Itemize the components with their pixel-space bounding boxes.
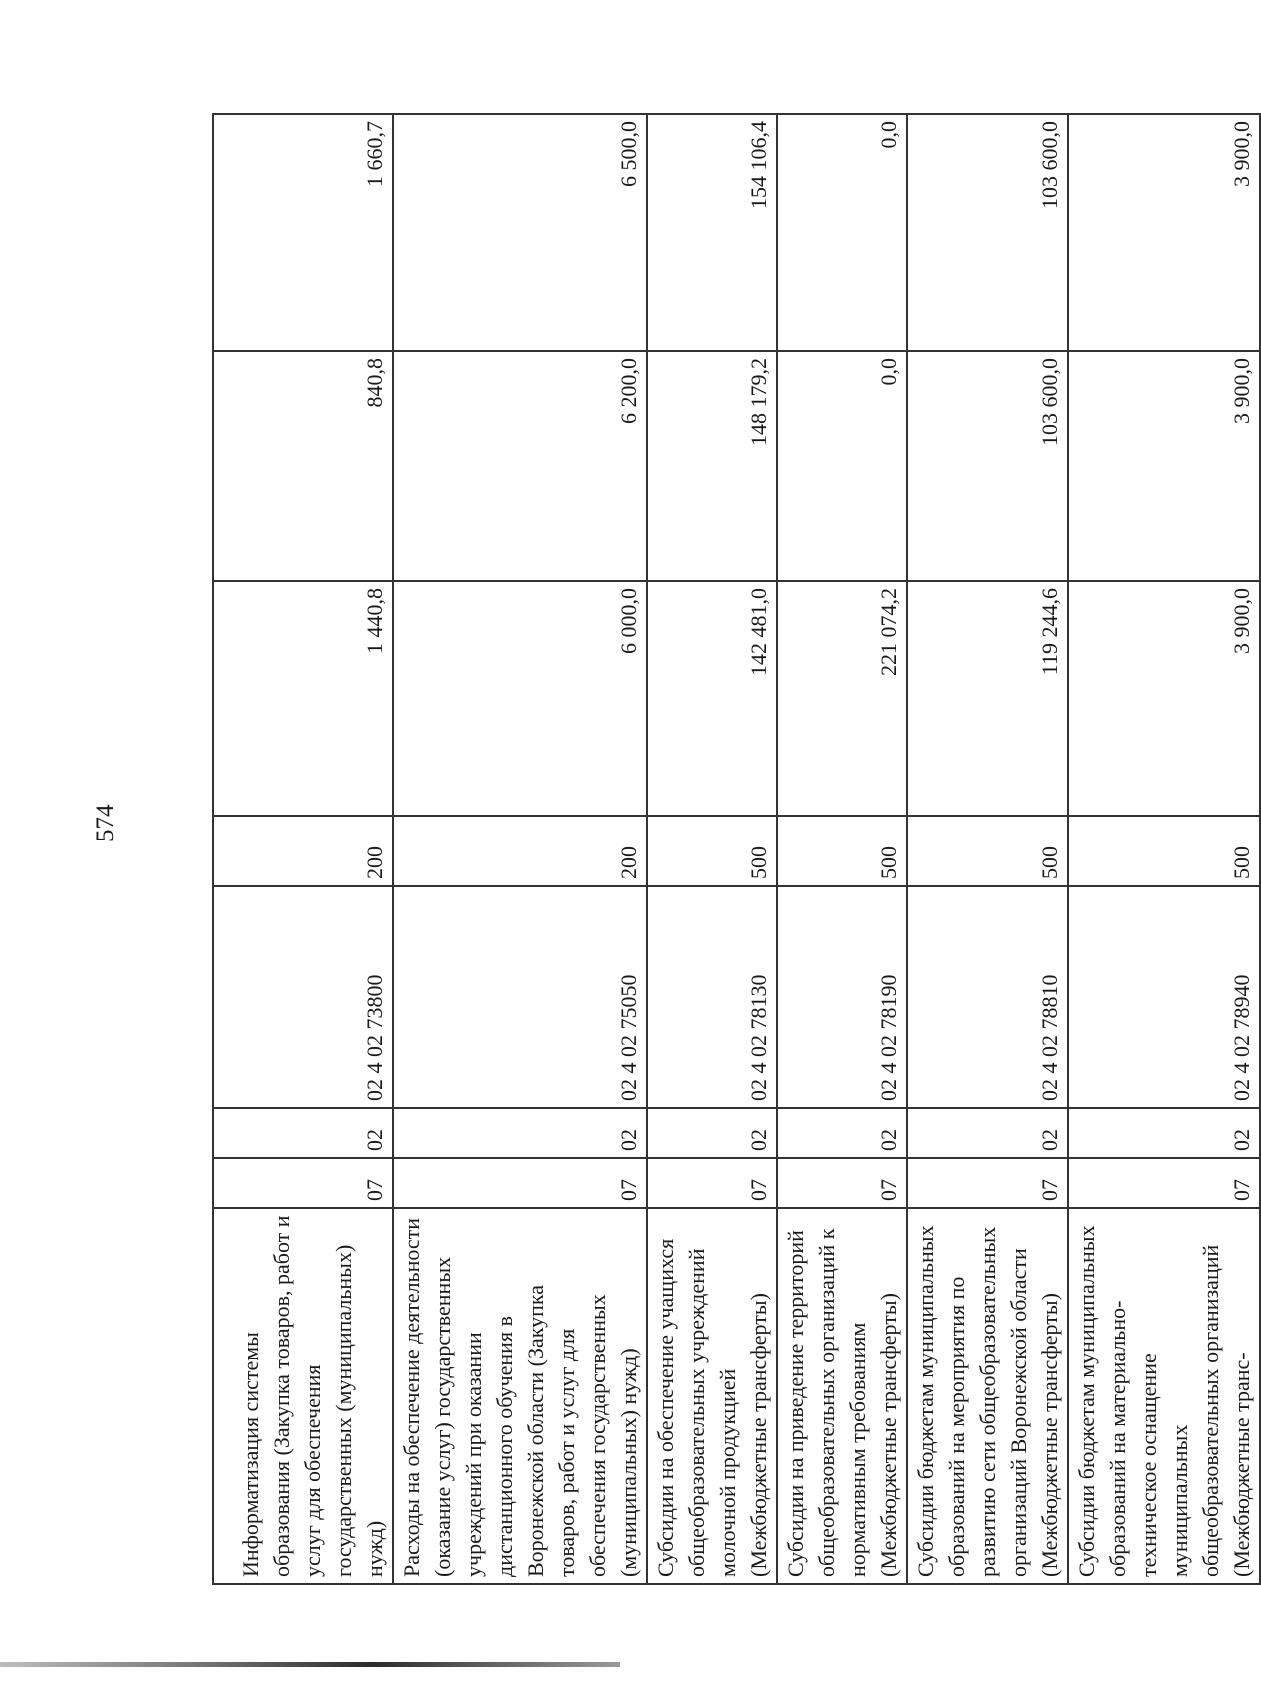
amount-cell-3: 6 500,0 — [393, 114, 647, 351]
row-name-cell: Субсидии бюджетам муниципальных образований на материально-техническое оснащение муниципальных общеобразовательных организаций (Межбюджетные транс- — [1068, 1208, 1260, 1584]
vr-cell: 500 — [647, 816, 777, 886]
row-name-cell: Субсидии на обеспечение учащихся общеобразовательных учреждений молочной продукцией (Межбюджетные трансферты) — [647, 1208, 777, 1584]
pr-cell: 02 — [647, 1108, 777, 1158]
rz-cell: 07 — [647, 1158, 777, 1208]
rz-cell: 07 — [213, 1158, 393, 1208]
amount-cell-1: 1 440,8 — [213, 581, 393, 816]
pr-cell: 02 — [1068, 1108, 1260, 1158]
amount-cell-3: 154 106,4 — [647, 114, 777, 351]
amount-cell-3: 1 660,7 — [213, 114, 393, 351]
row-name-cell: Расходы на обеспечение деятельности (оказание услуг) государственных учреждений при оказании дистанционного обучения в Воронежской области (Закупка товаров, работ и услуг для обеспечения государственных (муниципальных) нужд) — [393, 1208, 647, 1584]
rotated-table-wrapper — [212, 115, 1254, 1585]
csr-cell: 02 4 02 78810 — [907, 886, 1068, 1108]
csr-cell: 02 4 02 78130 — [647, 886, 777, 1108]
amount-cell-2: 840,8 — [213, 351, 393, 581]
pr-cell: 02 — [907, 1108, 1068, 1158]
amount-cell-1: 119 244,6 — [907, 581, 1068, 816]
amount-cell-1: 6 000,0 — [393, 581, 647, 816]
scan-edge-shadow — [0, 1662, 620, 1667]
row-name-cell: Субсидии на приведение территорий общеобразовательных организаций к нормативным требованиям (Межбюджетные трансферты) — [777, 1208, 907, 1584]
amount-cell-2: 6 200,0 — [393, 351, 647, 581]
vr-cell: 500 — [1068, 816, 1260, 886]
amount-cell-1: 3 900,0 — [1068, 581, 1260, 816]
vr-cell: 200 — [393, 816, 647, 886]
vr-cell: 500 — [907, 816, 1068, 886]
csr-cell: 02 4 02 73800 — [213, 886, 393, 1108]
amount-cell-2: 0,0 — [777, 351, 907, 581]
table-row — [647, 114, 777, 1584]
amount-cell-3: 0,0 — [777, 114, 907, 351]
vr-cell: 200 — [213, 816, 393, 886]
amount-cell-2: 103 600,0 — [907, 351, 1068, 581]
table-row — [777, 114, 907, 1584]
amount-cell-2: 148 179,2 — [647, 351, 777, 581]
amount-cell-1: 221 074,2 — [777, 581, 907, 816]
amount-cell-2: 3 900,0 — [1068, 351, 1260, 581]
vr-cell: 500 — [777, 816, 907, 886]
budget-table — [212, 113, 1261, 1585]
csr-cell: 02 4 02 78940 — [1068, 886, 1260, 1108]
rz-cell: 07 — [777, 1158, 907, 1208]
rz-cell: 07 — [907, 1158, 1068, 1208]
table-row — [907, 114, 1068, 1584]
pr-cell: 02 — [393, 1108, 647, 1158]
amount-cell-1: 142 481,0 — [647, 581, 777, 816]
amount-cell-3: 103 600,0 — [907, 114, 1068, 351]
csr-cell: 02 4 02 75050 — [393, 886, 647, 1108]
table-row — [1068, 114, 1260, 1584]
pr-cell: 02 — [213, 1108, 393, 1158]
table-row — [393, 114, 647, 1584]
rz-cell: 07 — [1068, 1158, 1260, 1208]
page-number: 574 — [92, 804, 119, 842]
amount-cell-3: 3 900,0 — [1068, 114, 1260, 351]
pr-cell: 02 — [777, 1108, 907, 1158]
row-name-cell: Информатизация системы образования (Закупка товаров, работ и услуг для обеспечения государственных (муниципальных) нужд) — [213, 1208, 393, 1584]
table-row — [213, 114, 393, 1584]
rz-cell: 07 — [393, 1158, 647, 1208]
row-name-cell: Субсидии бюджетам муниципальных образований на мероприятия по развитию сети общеобразовательных организаций Воронежской области (Межбюджетные трансферты) — [907, 1208, 1068, 1584]
csr-cell: 02 4 02 78190 — [777, 886, 907, 1108]
